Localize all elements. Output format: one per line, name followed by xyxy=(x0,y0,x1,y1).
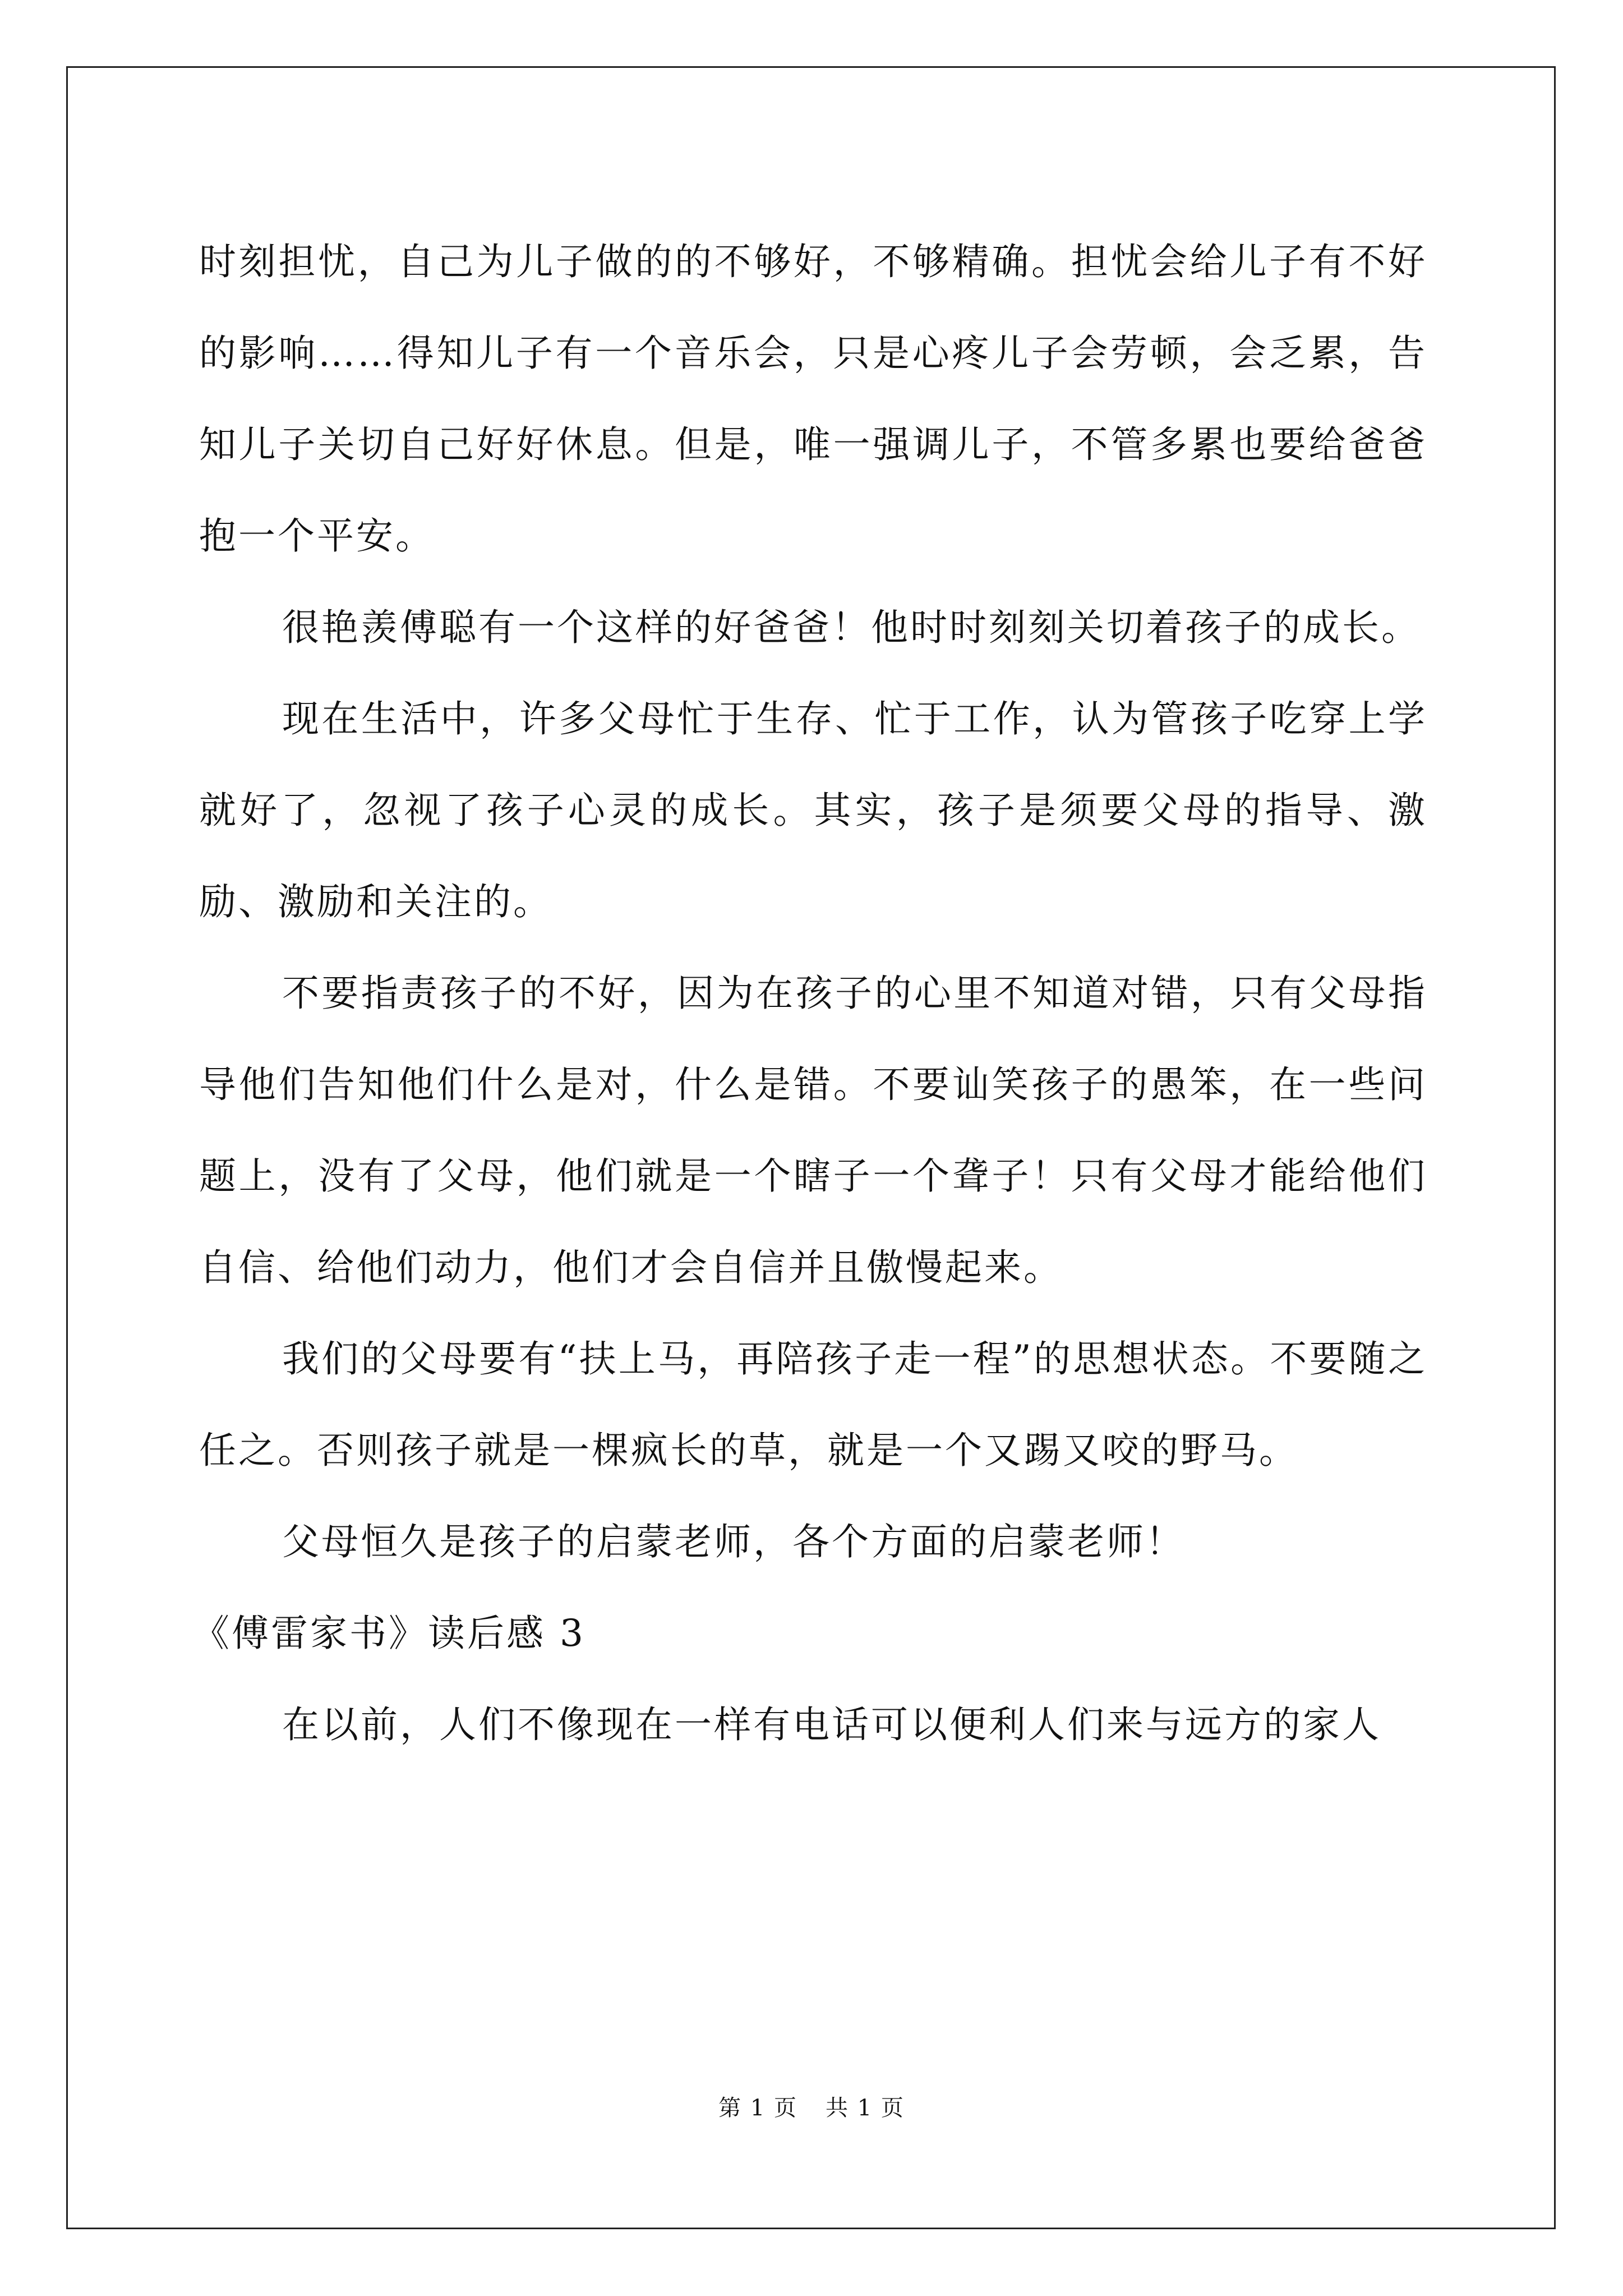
paragraph-2: 很艳羡傅聪有一个这样的好爸爸！他时时刻刻关切着孩子的成长。 xyxy=(282,606,1421,649)
paragraph-4: 不要指责孩子的不好，因为在孩子的心里不知道对错，只有父母指导他们告知他们什么是对，什么是错。不要讪笑孩子的愚笨，在一些问题上，没有了父母，他们就是一个瞎子一个聋子！只有父母才能给他们自信、给他们动力，他们才会自信并且傲慢起来。 xyxy=(199,972,1427,1289)
paragraph-3: 现在生活中，许多父母忙于生存、忙于工作，认为管孩子吃穿上学就好了，忽视了孩子心灵的成长。其实，孩子是须要父母的指导、激励、激励和关注的。 xyxy=(199,697,1427,923)
page-footer xyxy=(0,2092,1623,2124)
page-number-current: 第 1 页 xyxy=(718,2095,797,2121)
page-number-total: 共 1 页 xyxy=(826,2095,905,2121)
paragraph-1: 时刻担忧，自己为儿子做的的不够好，不够精确。担忧会给儿子有不好的影响……得知儿子有一个音乐会，只是心疼儿子会劳顿，会乏累，告知儿子关切自己好好休息。但是，唯一强调儿子，不管多累也要给爸爸抱一个平安。 xyxy=(199,240,1427,558)
paragraph-6: 父母恒久是孩子的启蒙老师，各个方面的启蒙老师！ xyxy=(282,1520,1185,1563)
paragraph-7: 在以前，人们不像现在一样有电话可以便利人们来与远方的家人 xyxy=(282,1703,1381,1746)
section-heading: 《傅雷家书》读后感 3 xyxy=(192,1612,585,1655)
document-body xyxy=(192,216,1427,1770)
paragraph-5: 我们的父母要有“扶上马，再陪孩子走一程”的思想状态。不要随之任之。否则孩子就是一棵疯长的草，就是一个又踢又咬的野马。 xyxy=(199,1337,1427,1472)
